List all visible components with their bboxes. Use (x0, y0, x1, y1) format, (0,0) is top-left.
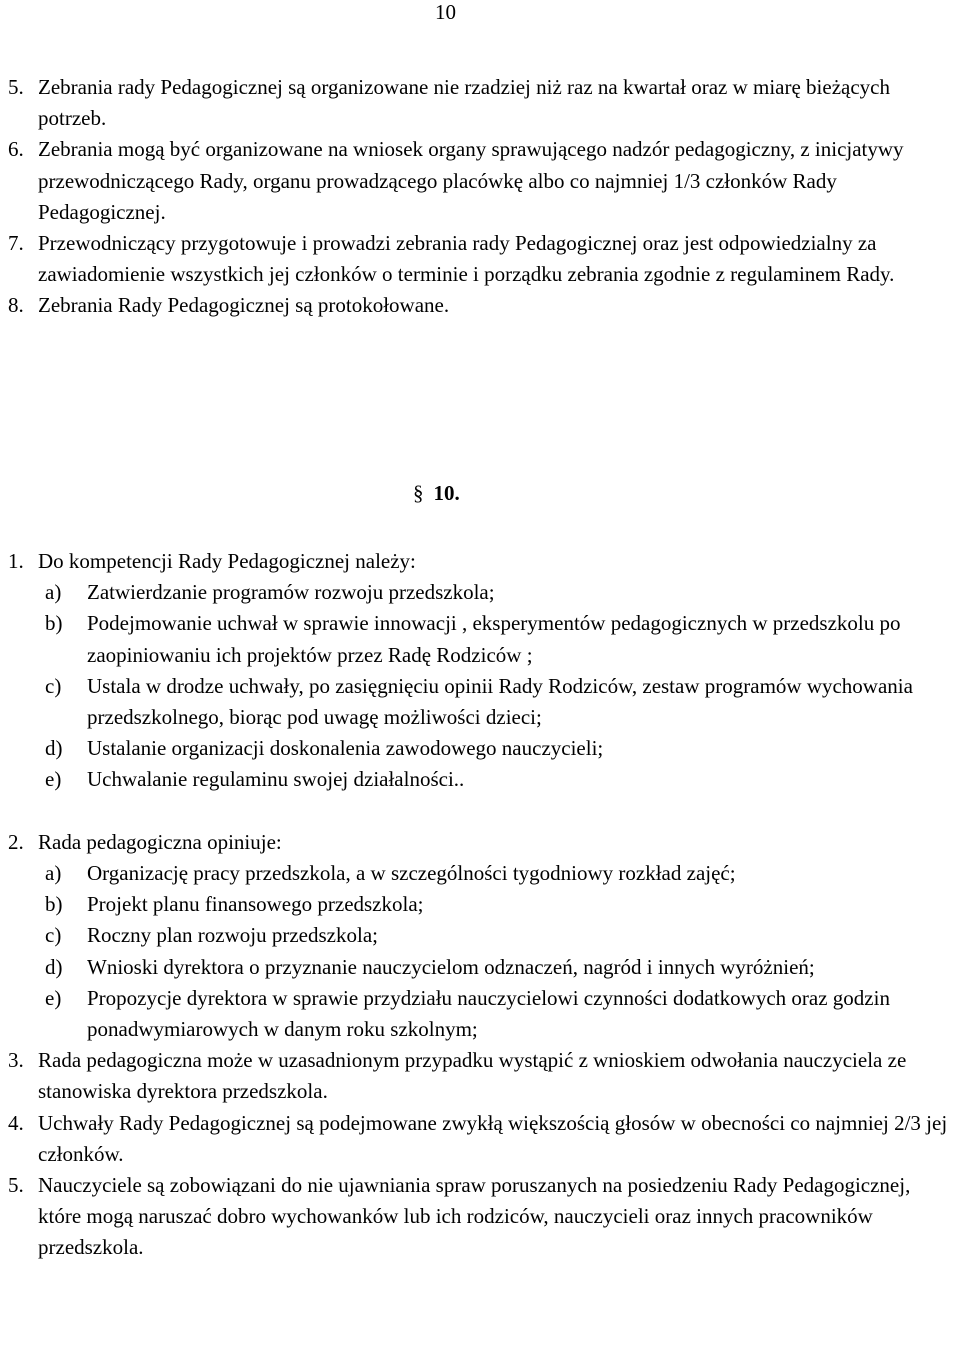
sub-text: Wnioski dyrektora o przyznanie nauczycielom odznaczeń, nagród i innych wyróżnień; (87, 954, 815, 979)
sub-letter: d) (45, 736, 63, 761)
sub-item (45, 920, 958, 951)
competence-list (8, 546, 958, 1264)
page-number: 10 (435, 0, 456, 24)
item-text: Nauczyciele są zobowiązani do nie ujawniania spraw poruszanych na posiedzeniu Rady Pedagogicznej, które mogą naruszać dobro wychowanków lub ich rodziców, nauczycieli oraz innych pracowników przedszkola. (38, 1173, 911, 1260)
item-number: 6. (8, 137, 24, 162)
item-number: 3. (8, 1048, 24, 1073)
sub-item (45, 577, 958, 608)
sub-item (45, 858, 958, 889)
sub-letter: a) (45, 861, 62, 886)
item-text: Przewodniczący przygotowuje i prowadzi zebrania rady Pedagogicznej oraz jest odpowiedzialny za zawiadomienie wszystkich jej członków o terminie i porządku zebrania zgodnie z regulaminem Rady. (38, 231, 895, 287)
item-number: 7. (8, 231, 24, 256)
sub-text: Projekt planu finansowego przedszkola; (87, 892, 424, 917)
section-heading (413, 478, 460, 509)
sub-letter: c) (45, 673, 62, 698)
list-item (8, 290, 958, 321)
section-number: 10. (433, 481, 460, 505)
item-number: 4. (8, 1110, 24, 1135)
sub-item (45, 983, 958, 1045)
sub-letter: b) (45, 892, 63, 917)
item-number: 5. (8, 1173, 24, 1198)
sub-text: Podejmowanie uchwał w sprawie innowacji , eksperymentów pedagogicznych w przedszkolu po zaopiniowaniu ich projektów przez Radę Rodziców ; (87, 611, 901, 667)
item-text: Rada pedagogiczna opiniuje: (38, 829, 282, 854)
item-text: Zebrania rady Pedagogicznej są organizowane nie rzadziej niż raz na kwartał oraz w miarę bieżących potrzeb. (38, 75, 890, 131)
item-number: 2. (8, 829, 24, 854)
sub-letter: b) (45, 611, 63, 636)
list-item (8, 1108, 958, 1170)
item-text: Zebrania mogą być organizowane na wniosek organy sprawującego nadzór pedagogiczny, z inicjatywy przewodniczącego Rady, organu prowadzącego placówkę albo co najmniej 1/3 członków Rady Pedagogicznej. (38, 137, 904, 224)
sub-text: Roczny plan rozwoju przedszkola; (87, 923, 378, 948)
sub-letter: e) (45, 985, 62, 1010)
sub-item (45, 671, 958, 733)
sub-text: Ustala w drodze uchwały, po zasięgnięciu opinii Rady Rodziców, zestaw programów wychowania przedszkolnego, biorąc pod uwagę możliwości dzieci; (87, 673, 913, 730)
item-number: 8. (8, 293, 24, 318)
list-item (8, 72, 958, 134)
item-number: 5. (8, 75, 24, 99)
sub-item (45, 733, 958, 764)
list-item (8, 134, 958, 228)
sub-letter: e) (45, 767, 62, 792)
sub-text: Uchwalanie regulaminu swojej działalności.. (87, 767, 465, 792)
section-symbol: § (413, 481, 424, 505)
sub-item (45, 952, 958, 983)
sub-letter: a) (45, 580, 62, 605)
item-text: Do kompetencji Rady Pedagogicznej należy: (38, 549, 416, 573)
sub-item (45, 764, 958, 795)
sub-letter: c) (45, 923, 62, 948)
sub-list (45, 577, 958, 795)
list-item (8, 827, 958, 858)
item-text: Uchwały Rady Pedagogicznej są podejmowane zwykłą większością głosów w obecności co najmniej 2/3 jej członków. (38, 1110, 948, 1166)
sub-text: Propozycje dyrektora w sprawie przydziału nauczycielowi czynności dodatkowych oraz godzin ponadwymiarowych w danym roku szkolnym; (87, 985, 890, 1042)
sub-item (45, 889, 958, 920)
sub-letter: d) (45, 954, 63, 979)
item-number: 1. (8, 549, 24, 573)
top-list (8, 72, 958, 322)
sub-item (45, 608, 958, 670)
sub-text: Zatwierdzanie programów rozwoju przedszkola; (87, 580, 495, 605)
sub-list (45, 858, 958, 1045)
list-item (8, 228, 958, 290)
sub-text: Ustalanie organizacji doskonalenia zawodowego nauczycieli; (87, 736, 604, 761)
list-item (8, 1045, 958, 1107)
item-text: Rada pedagogiczna może w uzasadnionym przypadku wystąpić z wnioskiem odwołania nauczyciela ze stanowiska dyrektora przedszkola. (38, 1048, 907, 1104)
list-item (8, 546, 958, 577)
list-item (8, 1170, 958, 1264)
item-text: Zebrania Rady Pedagogicznej są protokołowane. (38, 293, 450, 318)
sub-text: Organizację pracy przedszkola, a w szczególności tygodniowy rozkład zajęć; (87, 861, 736, 886)
